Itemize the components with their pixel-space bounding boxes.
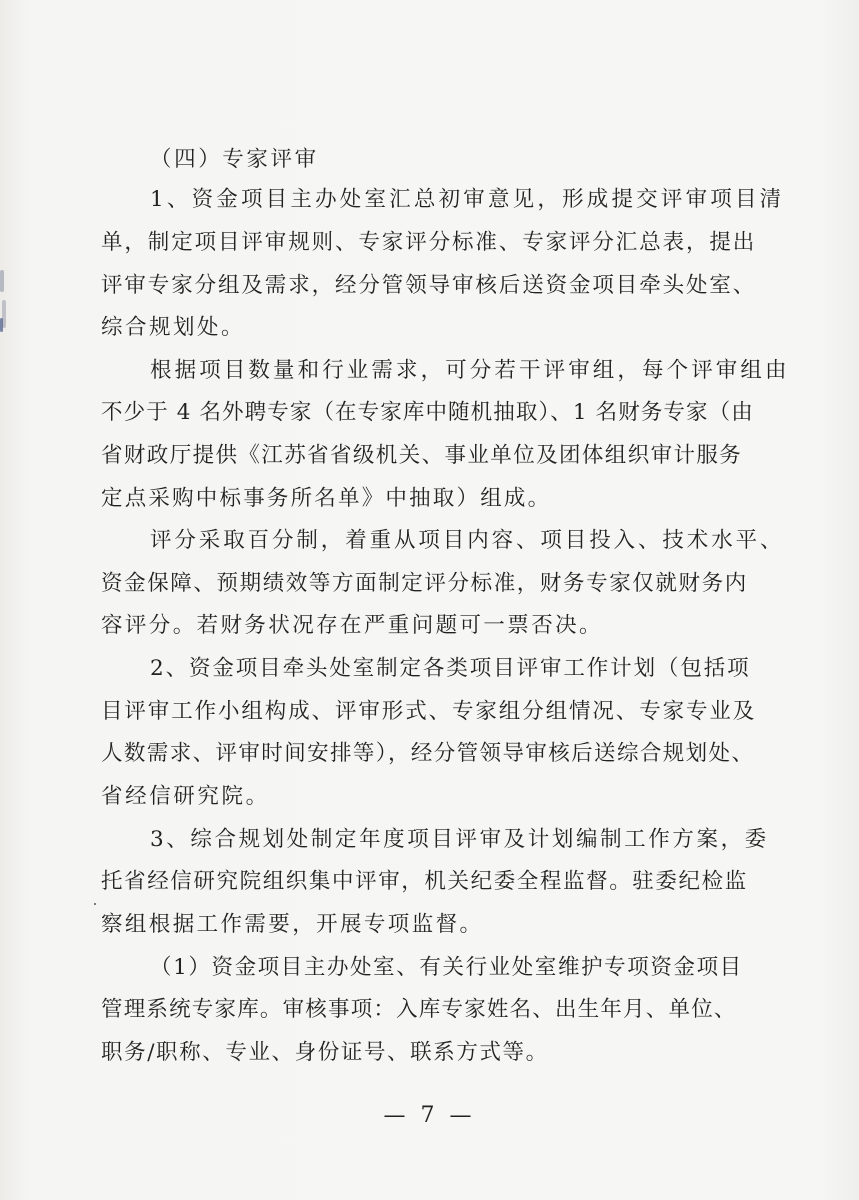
text-line: 职务/职称、专业、身份证号、联系方式等。 [101, 1040, 549, 1065]
text-line: 2、资金项目牵头处室制定各类项目评审工作计划（包括项 [150, 656, 751, 681]
text-line: 管理系统专家库。审核事项：入库专家姓名、出生年月、单位、 [101, 997, 737, 1022]
text-line: 3、综合规划处制定年度项目评审及计划编制工作方案，委 [150, 827, 769, 852]
text-line: 定点采购中标事务所名单》中抽取）组成。 [101, 486, 552, 511]
text-line: 人数需求、评审时间安排等），经分管领导审核后送综合规划处、 [101, 741, 755, 766]
text-line: 省财政厅提供《江苏省省级机关、事业单位及团体组织审计服务 [101, 443, 743, 468]
speck-mark [94, 903, 96, 905]
text-line: 评审专家分组及需求，经分管领导审核后送资金项目牵头处室、 [101, 273, 757, 298]
text-line: 根据项目数量和行业需求，可分若干评审组，每个评审组由 [150, 358, 790, 383]
text-line: 评分采取百分制，着重从项目内容、项目投入、技术水平、 [150, 528, 785, 553]
text-line: 目评审工作小组构成、评审形式、专家组分组情况、专家专业及 [101, 699, 757, 724]
text-line: 资金保障、预期绩效等方面制定评分标准，财务专家仅就财务内 [101, 571, 748, 596]
text-line: 省经信研究院。 [101, 784, 270, 809]
text-line: 不少于 4 名外聘专家（在专家库中随机抽取）、1 名财务专家（由 [101, 400, 754, 425]
text-line: 容评分。若财务状况存在严重问题可一票否决。 [101, 613, 603, 638]
text-line: 1、资金项目主办处室汇总初审意见，形成提交评审项目清 [150, 187, 785, 212]
text-line: 综合规划处。 [101, 315, 246, 340]
binding-mark [0, 318, 3, 332]
section-heading: （四）专家评审 [150, 147, 319, 172]
text-line: （1）资金项目主办处室、有关行业处室维护专项资金项目 [150, 955, 743, 980]
text-line: 托省经信研究院组织集中评审，机关纪委全程监督。驻委纪检监 [101, 869, 748, 894]
text-line: 单，制定项目评审规则、专家评分标准、专家评分汇总表，提出 [101, 230, 757, 255]
text-line: 察组根据工作需要，开展专项监督。 [101, 912, 484, 937]
binding-mark [0, 270, 4, 292]
page-number: — 7 — [383, 1103, 476, 1128]
